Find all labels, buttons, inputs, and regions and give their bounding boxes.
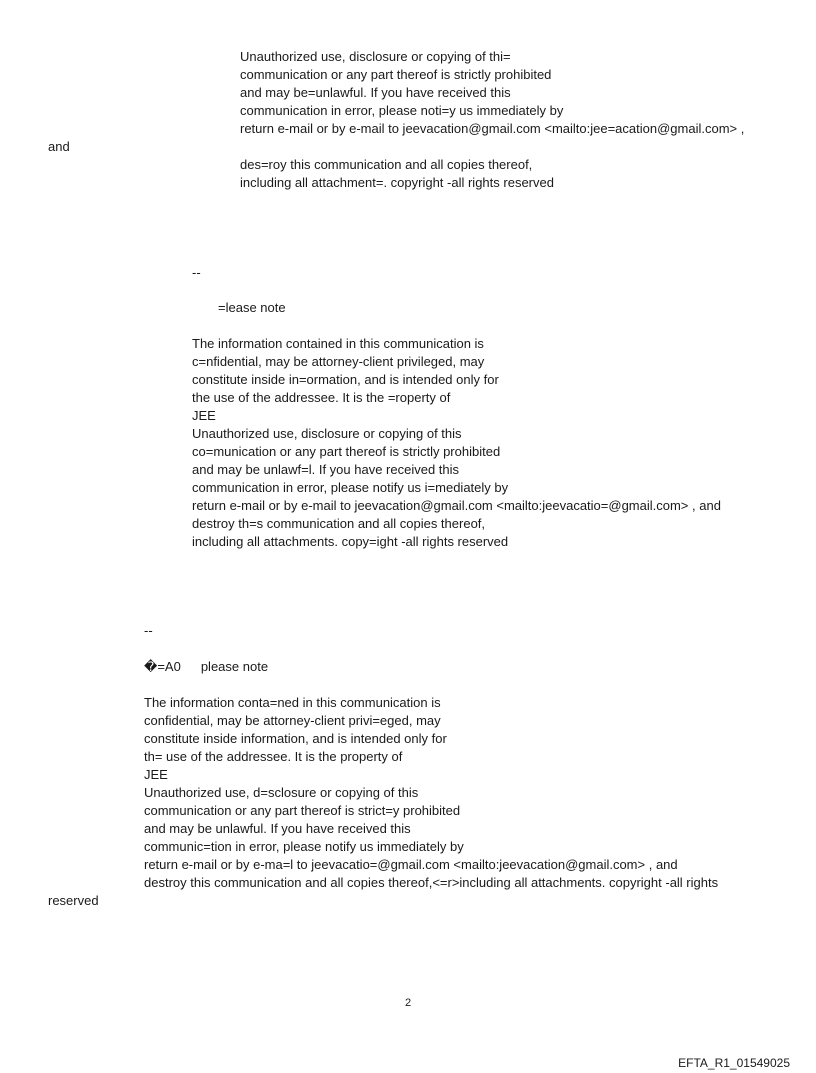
text-line: and may be unlawful. If you have received this [144,821,411,836]
separator: -- [192,265,201,280]
wrapped-word: and [48,139,70,154]
text-line: JEE [192,408,216,423]
text-line: The information conta=ned in this communication is [144,695,441,710]
text-line: communication or any part thereof is strict=y prohibited [144,803,461,818]
section-heading [144,658,268,676]
text-line: communic=tion in error, please notify us immediately by [144,839,464,854]
section-heading: =lease note [218,300,286,315]
text-line: constitute inside in=ormation, and is intended only for [192,372,499,387]
text-line: and may be unlawf=l. If you have received this [192,462,460,477]
text-line: return e-mail or by e-ma=l to jeevacatio=@gmail.com <mailto:jeevacation@gmail.com> , and [144,857,678,872]
text-line: destroy th=s communication and all copies thereof, [192,516,486,531]
text-line: co=munication or any part thereof is strictly prohibited [192,444,501,459]
text-line: th= use of the addressee. It is the property of [144,749,403,764]
text-line: return e-mail or by e-mail to jeevacation@gmail.com <mailto:jeevacatio=@gmail.com> , and [192,498,721,513]
text-line: the use of the addressee. It is the =roperty of [192,390,451,405]
separator: -- [144,623,153,638]
text-line: and may be=unlawful. If you have received this [240,85,511,100]
text-line: c=nfidential, may be attorney-client privileged, may [192,354,485,369]
text-line: des=roy this communication and all copies thereof, [240,157,533,172]
text-line: communication in error, please notify us i=mediately by [192,480,509,495]
document-id: EFTA_R1_01549025 [678,1056,790,1070]
text-line: confidential, may be attorney-client privi=eged, may [144,713,441,728]
text-line: destroy this communication and all copies thereof,<=r>including all attachments. copyright -all rights [144,875,719,890]
heading-text: please note [200,659,269,674]
text-line: communication or any part thereof is strictly prohibited [240,67,552,82]
disclaimer-block-1 [240,48,744,138]
text-line: including all attachments. copy=ight -all rights reserved [192,534,509,549]
text-line: Unauthorized use, disclosure or copying of thi= [240,49,511,64]
text-line: communication in error, please noti=y us immediately by [240,103,564,118]
text-line: return e-mail or by e-mail to jeevacation@gmail.com <mailto:jee=acation@gmail.com> , [240,121,745,136]
text-line: The information contained in this communication is [192,336,484,351]
text-line: Unauthorized use, disclosure or copying of this [192,426,462,441]
heading-prefix: �=A0 [144,659,181,674]
disclaimer-block-3 [144,694,718,892]
wrapped-word: reserved [48,893,99,908]
disclaimer-block-1-continued [240,156,554,192]
disclaimer-block-2 [192,335,721,551]
text-line: JEE [144,767,168,782]
page-number: 2 [404,997,412,1009]
text-line: Unauthorized use, d=sclosure or copying of this [144,785,419,800]
text-line: constitute inside information, and is intended only for [144,731,447,746]
text-line: including all attachment=. copyright -all rights reserved [240,175,554,190]
